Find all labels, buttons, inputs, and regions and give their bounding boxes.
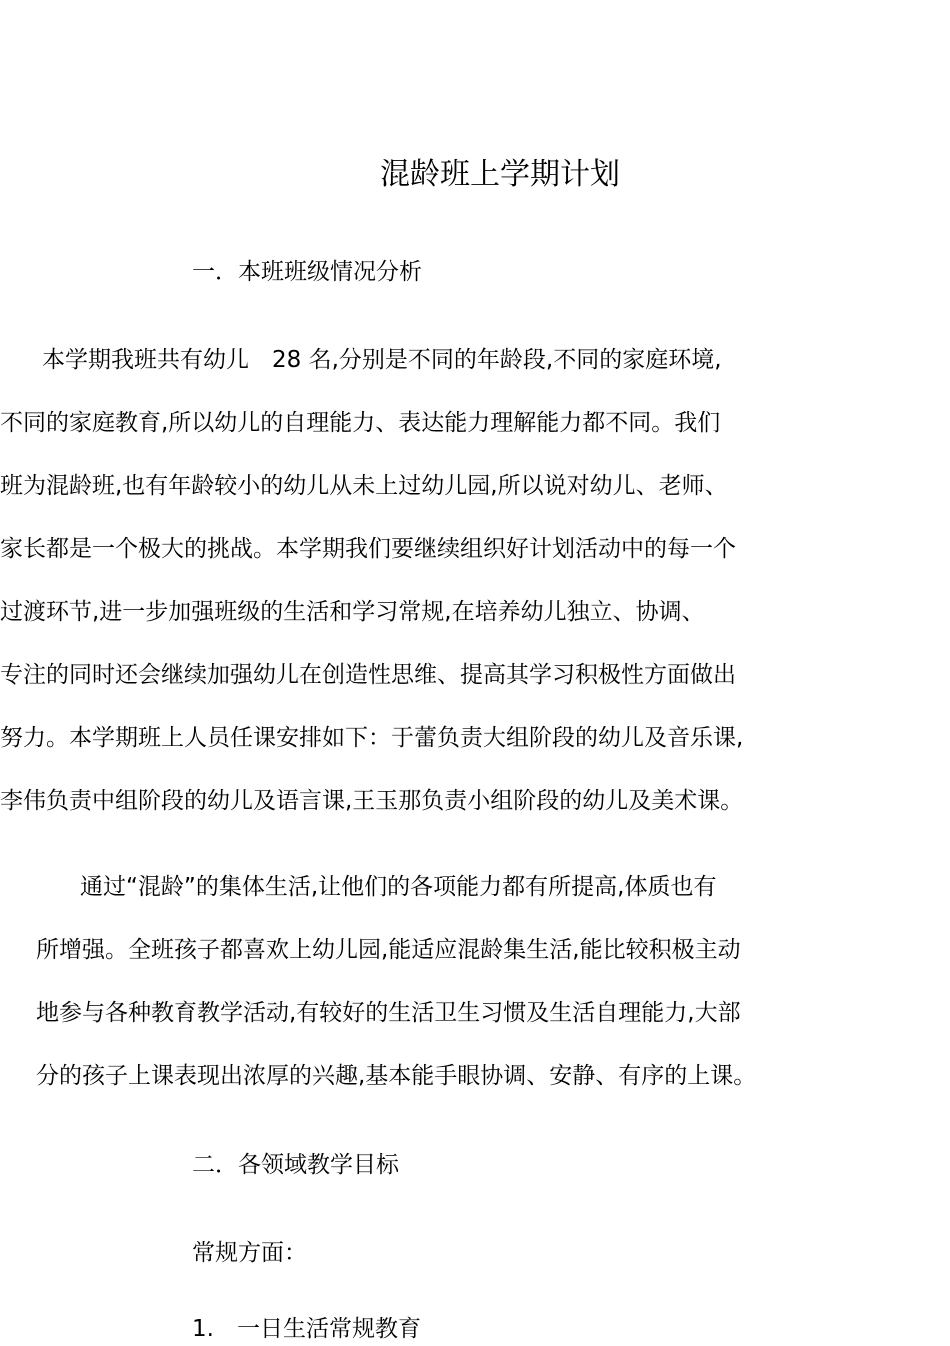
subheading-routine: 常规方面： (192, 1240, 307, 1266)
paragraph-line: 过渡环节,进一步加强班级的生活和学习常规,在培养幼儿独立、协调、 (0, 599, 705, 625)
paragraph-line: 所增强。全班孩子都喜欢上幼儿园,能适应混龄集生活,能比较积极主动 (36, 937, 741, 963)
section-1-heading: 一．本班班级情况分析 (192, 259, 422, 285)
list-item: 1. 一日生活常规教育 (192, 1316, 421, 1342)
paragraph-line: 李伟负责中组阶段的幼儿及语言课,王玉那负责小组阶段的幼儿及美术课。 (0, 788, 744, 814)
paragraph-line: 本学期我班共有幼儿 28 名,分别是不同的年龄段,不同的家庭环境, (42, 347, 722, 373)
paragraph-line: 努力。本学期班上人员任课安排如下：于蕾负责大组阶段的幼儿及音乐课, (0, 725, 744, 751)
paragraph-line: 地参与各种教育教学活动,有较好的生活卫生习惯及生活自理能力,大部 (36, 1000, 741, 1026)
paragraph-line: 不同的家庭教育,所以幼儿的自理能力、表达能力理解能力都不同。我们 (0, 410, 721, 436)
paragraph-line: 家长都是一个极大的挑战。本学期我们要继续组织好计划活动中的每一个 (0, 536, 736, 562)
paragraph-line: 通过“混龄”的集体生活,让他们的各项能力都有所提高,体质也有 (80, 874, 717, 900)
section-2-heading: 二．各领域教学目标 (192, 1152, 399, 1178)
paragraph-line: 班为混龄班,也有年龄较小的幼儿从未上过幼儿园,所以说对幼儿、老师、 (0, 473, 728, 499)
document-title: 混龄班上学期计划 (380, 157, 620, 192)
paragraph-line: 专注的同时还会继续加强幼儿在创造性思维、提高其学习积极性方面做出 (0, 662, 736, 688)
paragraph-line: 分的孩子上课表现出浓厚的兴趣,基本能手眼协调、安静、有序的上课。 (36, 1063, 757, 1089)
